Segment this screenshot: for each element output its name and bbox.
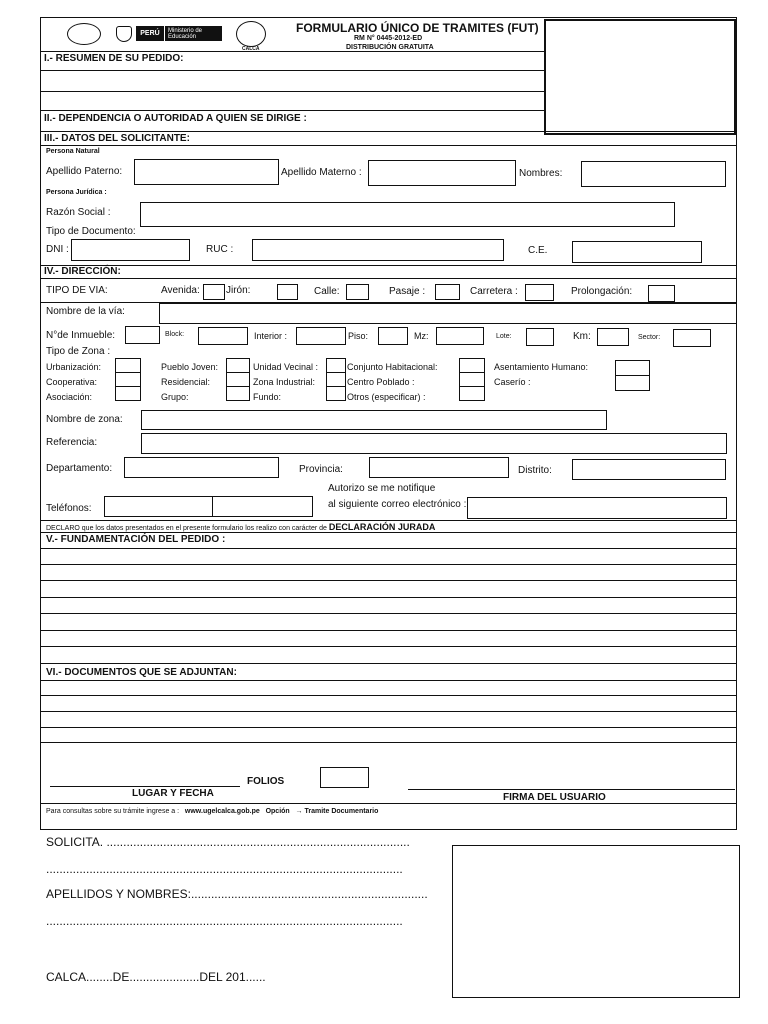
caserio-label: Caserío :	[494, 377, 531, 387]
asentamiento-humano-checkbox[interactable]	[615, 360, 650, 376]
avenida-checkbox[interactable]	[203, 284, 225, 300]
peru-shield-icon	[116, 26, 132, 42]
nombre-zona-field[interactable]	[141, 410, 607, 430]
distrito-field[interactable]	[572, 459, 726, 480]
section-1-title: I.- RESUMEN DE SU PEDIDO:	[44, 53, 184, 64]
km-field[interactable]	[597, 328, 629, 346]
telefono-1-field[interactable]	[104, 496, 213, 517]
persona-natural-label: Persona Natural	[46, 148, 100, 155]
apellido-paterno-label: Apellido Paterno:	[46, 166, 123, 177]
caserio-checkbox[interactable]	[615, 375, 650, 391]
prolongacion-label: Prolongación:	[571, 286, 633, 297]
zona-industrial-label: Zona Industrial:	[253, 377, 316, 387]
calca-date-line: CALCA........DE.....................DEL 201......	[46, 970, 266, 984]
nombre-zona-label: Nombre de zona:	[46, 414, 123, 425]
centro-poblado-checkbox[interactable]	[459, 372, 485, 387]
provincia-label: Provincia:	[299, 464, 343, 475]
residencial-label: Residencial:	[161, 377, 211, 387]
pasaje-checkbox[interactable]	[435, 284, 460, 300]
rm-number: RM N° 0445-2012-ED	[354, 35, 423, 42]
prolongacion-checkbox[interactable]	[648, 285, 675, 302]
fundo-checkbox[interactable]	[326, 386, 346, 401]
block-label: Block:	[165, 331, 185, 338]
persona-juridica-label: Persona Jurídica :	[46, 189, 107, 196]
asociacion-label: Asociación:	[46, 392, 93, 402]
nombres-label: Nombres:	[519, 168, 563, 179]
section-2-title: II.- DEPENDENCIA O AUTORIDAD A QUIEN SE DIRIGE :	[44, 113, 307, 124]
section-6-title: VI.- DOCUMENTOS QUE SE ADJUNTAN:	[46, 667, 237, 678]
section-4-title: IV.- DIRECCIÓN:	[44, 266, 121, 277]
calca-logo-text: CALCA	[242, 46, 260, 52]
section-5-title: V.- FUNDAMENTACIÓN DEL PEDIDO :	[46, 534, 226, 545]
referencia-label: Referencia:	[46, 437, 98, 448]
grupo-checkbox[interactable]	[226, 386, 250, 401]
conjunto-habitacional-checkbox[interactable]	[459, 358, 485, 373]
ruc-label: RUC :	[206, 244, 234, 255]
unidad-vecinal-checkbox[interactable]	[326, 358, 346, 373]
apellido-paterno-field[interactable]	[134, 159, 279, 185]
lote-field[interactable]	[526, 328, 554, 346]
n-inmueble-field[interactable]	[125, 326, 160, 344]
calle-label: Calle:	[314, 286, 340, 297]
interior-label: Interior :	[254, 331, 288, 341]
cooperativa-checkbox[interactable]	[115, 372, 141, 387]
firma-line	[408, 789, 735, 790]
distrito-label: Distrito:	[518, 465, 552, 476]
sector-field[interactable]	[673, 329, 711, 347]
firma-usuario-label: FIRMA DEL USUARIO	[503, 792, 606, 803]
jiron-checkbox[interactable]	[277, 284, 298, 300]
pueblo-joven-label: Pueblo Joven:	[161, 362, 219, 372]
carretera-label: Carretera :	[470, 286, 518, 297]
solicita-line: SOLICITA. ...........................................................................................	[46, 835, 410, 849]
calca-seal-icon	[236, 21, 266, 47]
razon-social-field[interactable]	[140, 202, 675, 227]
lote-label: Lote:	[496, 333, 512, 340]
tipo-via-label: TIPO DE VIA:	[46, 285, 108, 296]
pueblo-joven-checkbox[interactable]	[226, 358, 250, 373]
cooperativa-label: Cooperativa:	[46, 377, 98, 387]
nombre-via-field[interactable]	[159, 303, 737, 324]
apellido-materno-label: Apellido Materno :	[281, 167, 362, 178]
peru-badge: PERÚ	[136, 26, 164, 41]
folios-field[interactable]	[320, 767, 369, 788]
referencia-field[interactable]	[141, 433, 727, 454]
otros-label: Otros (especificar) :	[347, 392, 426, 402]
form-title: FORMULARIO ÚNICO DE TRAMITES (FUT)	[296, 21, 539, 35]
lugar-fecha-line	[50, 786, 240, 787]
asociacion-checkbox[interactable]	[115, 386, 141, 401]
fundo-label: Fundo:	[253, 392, 282, 402]
ministry-badge: Ministerio de Educación	[165, 26, 222, 41]
asentamiento-humano-label: Asentamiento Humano:	[494, 362, 589, 372]
otros-checkbox[interactable]	[459, 386, 485, 401]
interior-field[interactable]	[296, 327, 346, 345]
ce-field[interactable]	[572, 241, 702, 263]
grupo-label: Grupo:	[161, 392, 189, 402]
ruc-field[interactable]	[252, 239, 504, 261]
declaro-text: DECLARO que los datos presentados en el presente formulario los realizo con carácter de DECLARACIÓN JURADA	[46, 522, 436, 532]
dni-label: DNI :	[46, 244, 69, 255]
nombre-via-label: Nombre de la vía:	[46, 306, 125, 317]
lugar-fecha-label: LUGAR Y FECHA	[132, 788, 214, 799]
mz-field[interactable]	[436, 327, 484, 345]
departamento-field[interactable]	[124, 457, 279, 478]
apellidos-nombres-line: APELLIDOS Y NOMBRES:.......................................................................	[46, 887, 428, 901]
autorizo-line2: al siguiente correo electrónico :	[328, 499, 467, 510]
apellido-materno-field[interactable]	[368, 160, 516, 186]
provincia-field[interactable]	[369, 457, 509, 478]
tipo-documento-label: Tipo de Documento:	[46, 226, 136, 237]
block-field[interactable]	[198, 327, 248, 345]
dots-line-1: ...........................................................................................................	[46, 862, 403, 876]
mz-label: Mz:	[414, 331, 429, 341]
piso-label: Piso:	[348, 331, 369, 341]
ugel-logo-icon	[67, 23, 101, 45]
residencial-checkbox[interactable]	[226, 372, 250, 387]
zona-industrial-checkbox[interactable]	[326, 372, 346, 387]
autorizo-line1: Autorizo se me notifique	[328, 483, 436, 494]
section-3-title: III.- DATOS DEL SOLICITANTE:	[44, 133, 190, 144]
telefonos-label: Teléfonos:	[46, 503, 92, 514]
dots-line-2: ...........................................................................................................	[46, 914, 403, 928]
dni-field[interactable]	[71, 239, 190, 261]
carretera-checkbox[interactable]	[525, 284, 554, 301]
tipo-zona-label: Tipo de Zona :	[46, 346, 111, 357]
pasaje-label: Pasaje :	[389, 286, 426, 297]
n-inmueble-label: N°de Inmueble:	[46, 330, 116, 341]
folios-label: FOLIOS	[247, 776, 285, 787]
nombres-field[interactable]	[581, 161, 726, 187]
ugel-web-link[interactable]: www.ugelcalca.gob.pe	[184, 808, 260, 815]
reception-stamp-box	[452, 845, 740, 998]
conjunto-habitacional-label: Conjunto Habitacional:	[347, 362, 438, 372]
centro-poblado-label: Centro Poblado :	[347, 377, 415, 387]
urbanizacion-checkbox[interactable]	[115, 358, 141, 373]
email-field[interactable]	[467, 497, 727, 519]
km-label: Km:	[573, 331, 591, 342]
jiron-label: Jirón:	[226, 285, 251, 296]
distribution-note: DISTRIBUCIÓN GRATUITA	[346, 44, 434, 51]
ce-label: C.E.	[528, 245, 548, 256]
avenida-label: Avenida:	[161, 285, 200, 296]
consultas-text: Para consultas sobre su trámite ingrese a : www.ugelcalca.gob.pe Opción → Tramite Documentario	[46, 808, 379, 815]
unidad-vecinal-label: Unidad Vecinal :	[253, 362, 319, 372]
sector-label: Sector:	[638, 334, 661, 341]
departamento-label: Departamento:	[46, 463, 113, 474]
telefono-2-field[interactable]	[212, 496, 313, 517]
razon-social-label: Razón Social :	[46, 207, 111, 218]
urbanizacion-label: Urbanización:	[46, 362, 102, 372]
calle-checkbox[interactable]	[346, 284, 369, 300]
photo-box	[544, 19, 736, 135]
piso-field[interactable]	[378, 327, 408, 345]
